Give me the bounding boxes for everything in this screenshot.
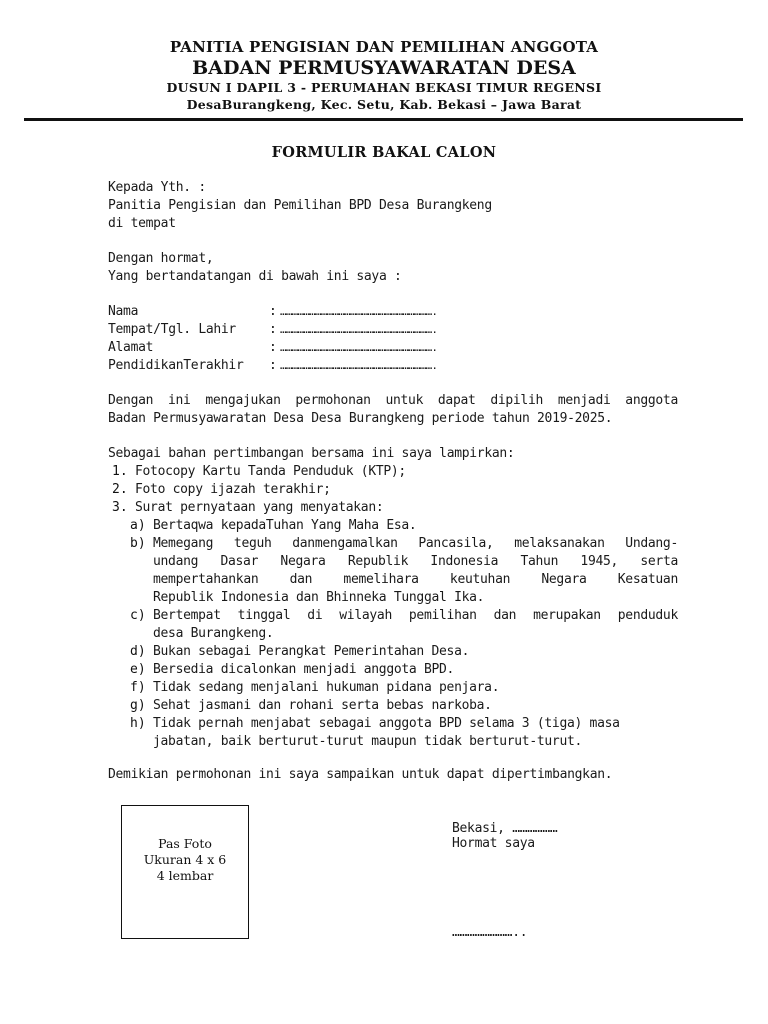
- addressee-to: Kepada Yth. :: [108, 180, 206, 195]
- field-colon: :: [269, 340, 277, 355]
- list-number: 3.: [112, 500, 128, 515]
- signature-name-line[interactable]: ……………………..: [452, 925, 528, 940]
- photo-caption-1: Pas Foto: [158, 836, 212, 851]
- greeting: Dengan hormat,: [108, 251, 214, 266]
- statement-letter: h): [130, 716, 146, 731]
- letterhead-line-3: DUSUN I DAPIL 3 - PERUMAHAN BEKASI TIMUR REGENSI: [166, 80, 602, 95]
- attachments-intro: Sebagai bahan pertimbangan bersama ini saya lampirkan:: [108, 446, 515, 461]
- letterhead-divider: [24, 118, 743, 121]
- field-fill-line[interactable]: …………………………………………………………………….: [280, 323, 438, 336]
- field-label: Nama: [108, 304, 139, 319]
- closing-text: Demikian permohonan ini saya sampaikan untuk dapat dipertimbangkan.: [108, 767, 613, 782]
- list-number: 1.: [112, 464, 128, 479]
- application-line-2: Badan Permusyawaratan Desa Desa Burangkeng periode tahun 2019-2025.: [108, 411, 613, 426]
- photo-box: [121, 805, 249, 939]
- photo-caption-3: 4 lembar: [156, 868, 214, 883]
- field-fill-line[interactable]: …………………………………………………………………….: [280, 341, 438, 354]
- statement-line: Tidak sedang menjalani hukuman pidana penjara.: [153, 680, 500, 695]
- field-colon: :: [269, 322, 277, 337]
- statement-line: Bertaqwa kepadaTuhan Yang Maha Esa.: [153, 518, 417, 533]
- statement-line: Bukan sebagai Perangkat Pemerintahan Desa.: [153, 644, 470, 659]
- form-title: FORMULIR BAKAL CALON: [271, 144, 497, 161]
- statement-line: Bertempat tinggal di wilayah pemilihan dan merupakan penduduk: [153, 608, 678, 623]
- field-fill-line[interactable]: …………………………………………………………………….: [280, 305, 438, 318]
- field-label: Alamat: [108, 340, 154, 355]
- list-item: Surat pernyataan yang menyatakan:: [135, 500, 384, 515]
- statement-line: Sehat jasmani dan rohani serta bebas narkoba.: [153, 698, 492, 713]
- statement-letter: f): [130, 680, 146, 695]
- statement-line: mempertahankan dan memelihara keutuhan Negara Kesatuan: [153, 572, 678, 587]
- letterhead: [0, 38, 768, 113]
- statement-line: Tidak pernah menjabat sebagai anggota BPD selama 3 (tiga) masa: [153, 716, 620, 731]
- letterhead-line-1: PANITIA PENGISIAN DAN PEMILIHAN ANGGOTA: [169, 38, 599, 56]
- field-fill-line[interactable]: …………………………………………………………………….: [280, 359, 438, 372]
- field-label: PendidikanTerakhir: [108, 358, 244, 373]
- list-number: 2.: [112, 482, 128, 497]
- field-colon: :: [269, 304, 277, 319]
- letterhead-line-2: BADAN PERMUSYAWARATAN DESA: [192, 57, 576, 79]
- addressee-recipient: Panitia Pengisian dan Pemilihan BPD Desa Burangkeng: [108, 198, 492, 213]
- statement-letter: a): [130, 518, 146, 533]
- statement-line: Republik Indonesia dan Bhinneka Tunggal Ika.: [153, 590, 485, 605]
- list-item: Fotocopy Kartu Tanda Penduduk (KTP);: [135, 464, 406, 479]
- signature-regards: Hormat saya: [452, 836, 535, 851]
- list-item: Foto copy ijazah terakhir;: [135, 482, 331, 497]
- statement-letter: d): [130, 644, 146, 659]
- signature-place-date[interactable]: Bekasi, ………………: [452, 821, 558, 836]
- addressee-place: di tempat: [108, 216, 176, 231]
- field-label: Tempat/Tgl. Lahir: [108, 322, 236, 337]
- statement-letter: e): [130, 662, 146, 677]
- photo-caption-2: Ukuran 4 x 6: [143, 852, 227, 867]
- intro-text: Yang bertandatangan di bawah ini saya :: [108, 269, 402, 284]
- statement-line: undang Dasar Negara Republik Indonesia Tahun 1945, serta: [153, 554, 678, 569]
- statement-letter: c): [130, 608, 146, 623]
- statement-line: desa Burangkeng.: [153, 626, 274, 641]
- field-colon: :: [269, 358, 277, 373]
- application-line-1: Dengan ini mengajukan permohonan untuk dapat dipilih menjadi anggota: [108, 393, 678, 408]
- statement-letter: b): [130, 536, 146, 551]
- statement-letter: g): [130, 698, 146, 713]
- letterhead-line-4: DesaBurangkeng, Kec. Setu, Kab. Bekasi – Jawa Barat: [186, 97, 582, 112]
- statement-line: Memegang teguh danmengamalkan Pancasila, melaksanakan Undang-: [153, 536, 678, 551]
- statement-line: jabatan, baik berturut-turut maupun tidak berturut-turut.: [153, 734, 583, 749]
- statement-line: Bersedia dicalonkan menjadi anggota BPD.: [153, 662, 455, 677]
